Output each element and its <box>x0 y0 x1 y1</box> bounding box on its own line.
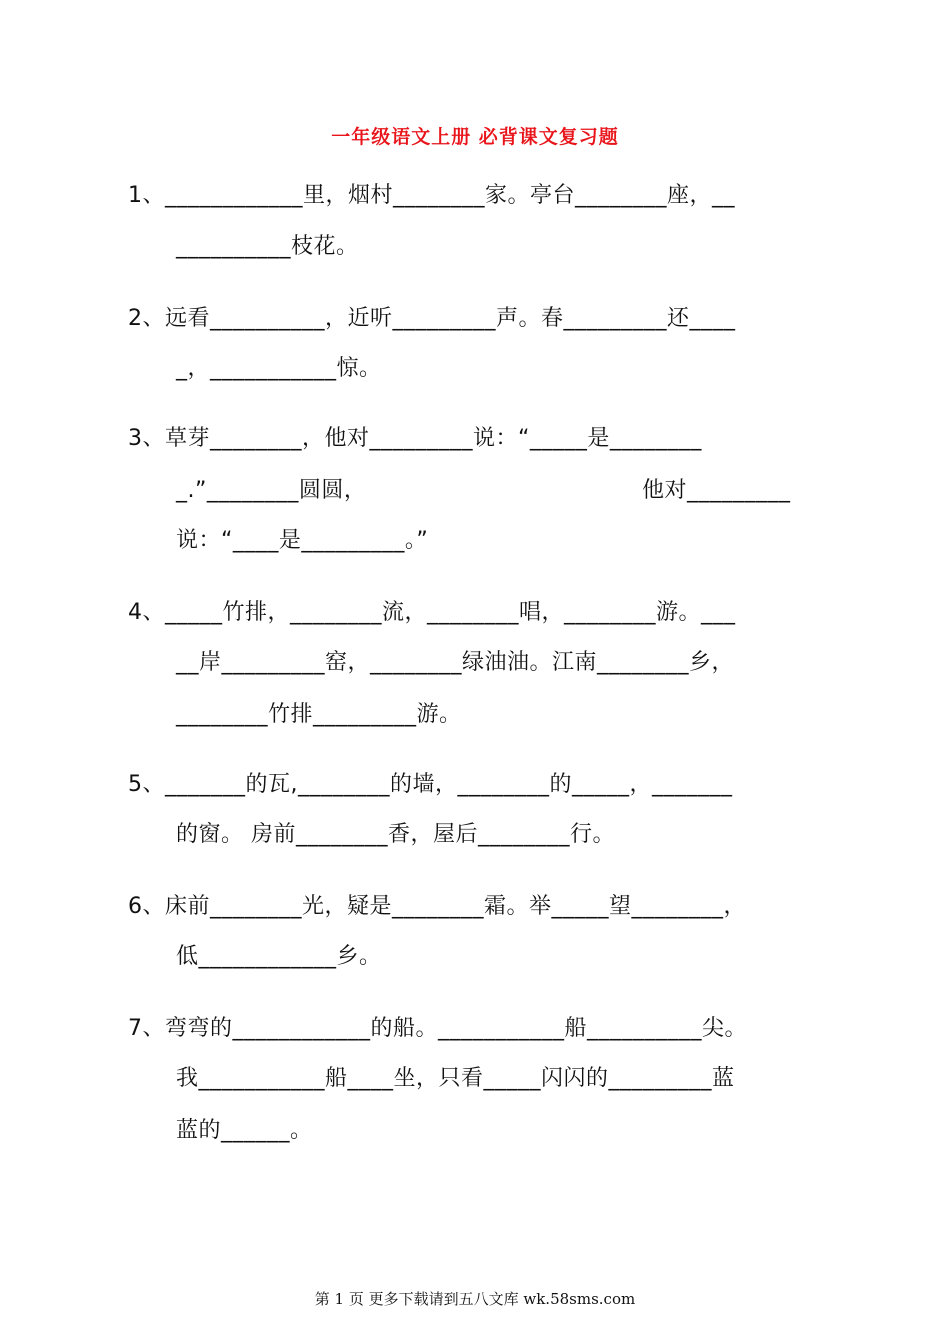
q3-line-1: 3、草芽________，他对_________说：“_____是________ <box>128 426 702 451</box>
q1-line-1: 1、____________里，烟村________家。亭台________座，__ <box>128 183 735 208</box>
q2-line-1: 2、远看__________，近听_________声。春_________还____ <box>128 306 736 331</box>
q7-line-3: 蓝的______。 <box>176 1118 313 1143</box>
q3-line-3: 说：“____是_________。” <box>176 528 429 553</box>
q4-line-2: __岸_________窑，________绿油油。江南________乡， <box>176 650 735 675</box>
q5-line-2: 的窗。 房前________香，屋后________行。 <box>176 822 615 847</box>
q6-line-1: 6、床前________光，疑是________霜。举_____望________， <box>128 894 746 919</box>
q6-line-2: 低____________乡。 <box>176 944 382 969</box>
page-title: 一年级语文上册 必背课文复习题 <box>331 126 619 148</box>
q5-line-1: 5、_______的瓦,________的墙，________的_____，_______ <box>128 772 733 797</box>
q3-line-2: _.”________圆圆， <box>176 478 367 503</box>
q2-line-2: _，___________惊。 <box>176 356 382 381</box>
q4-line-1: 4、_____竹排，________流，________唱，________游。___ <box>128 600 736 625</box>
q3-line-2-right: 他对_________ <box>642 478 791 503</box>
q1-line-2: __________枝花。 <box>176 234 359 259</box>
q4-line-3: ________竹排_________游。 <box>176 702 462 727</box>
q7-line-1: 7、弯弯的____________的船。___________船__________尖。 <box>128 1016 747 1041</box>
q7-line-2: 我___________船____坐，只看_____闪闪的_________蓝 <box>176 1066 735 1091</box>
page-footer: 第 1 页 更多下载请到五八文库 wk.58sms.com <box>314 1290 636 1308</box>
